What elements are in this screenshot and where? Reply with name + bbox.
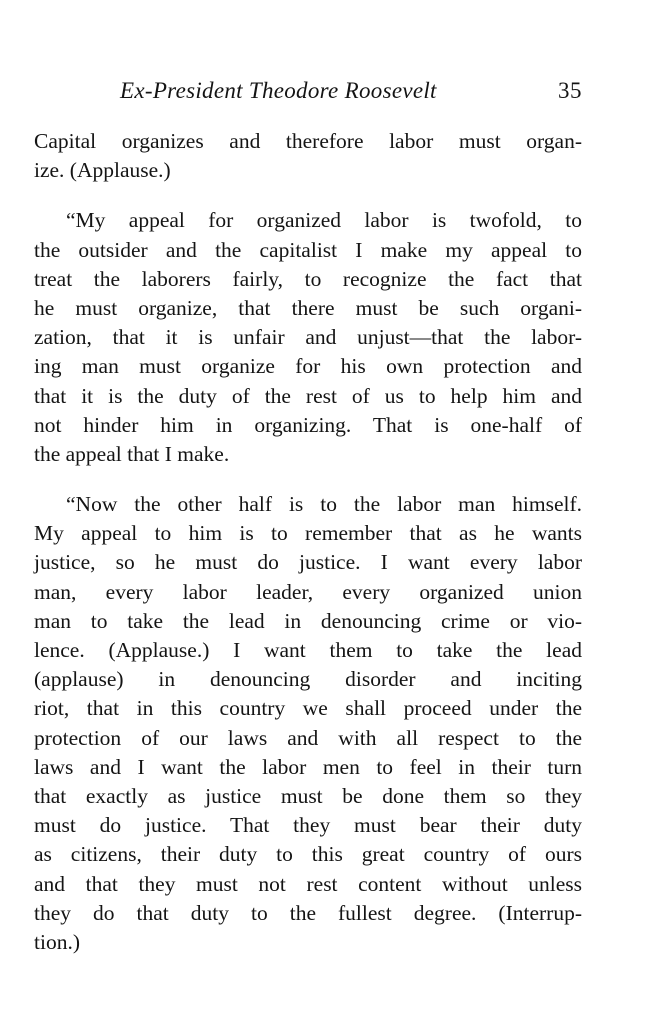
running-title: Ex-President Theodore Roosevelt	[120, 78, 437, 103]
paragraph-2	[34, 206, 582, 469]
text-line: “Now the other half is to the labor man himself.	[66, 492, 582, 517]
text-line: justice, so he must do justice. I want every labor	[34, 550, 582, 575]
text-line: zation, that it is unfair and unjust—that the labor-	[34, 325, 582, 350]
text-line: protection of our laws and with all respect to the	[34, 725, 582, 750]
text-line: tion.)	[34, 929, 80, 954]
text-line: man, every labor leader, every organized union	[34, 579, 582, 604]
text-line: the appeal that I make.	[34, 441, 230, 466]
text-line: My appeal to him is to remember that as he wants	[34, 521, 582, 546]
text-line: ize. (Applause.)	[34, 158, 171, 183]
text-line: as citizens, their duty to this great country of ours	[34, 842, 582, 867]
text-line: “My appeal for organized labor is twofold, to	[66, 208, 582, 233]
text-line: not hinder him in organizing. That is one-half of	[34, 412, 582, 437]
page-number: 35	[558, 78, 582, 103]
text-line: Capital organizes and therefore labor must organ-	[34, 129, 582, 153]
paragraph-3	[34, 490, 582, 957]
text-line: (applause) in denouncing disorder and inciting	[34, 667, 582, 692]
text-line: ing man must organize for his own protection and	[34, 354, 582, 379]
text-line: must do justice. That they must bear their duty	[34, 813, 582, 838]
paragraph-1	[34, 127, 582, 185]
text-line: laws and I want the labor men to feel in their turn	[34, 754, 582, 779]
text-line: they do that duty to the fullest degree. (Interrup-	[34, 900, 582, 925]
paragraph-gap	[34, 469, 582, 490]
text-line: that it is the duty of the rest of us to help him and	[34, 383, 582, 408]
text-line: and that they must not rest content without unless	[34, 871, 582, 896]
text-line: he must organize, that there must be such organi-	[34, 295, 582, 320]
text-line: riot, that in this country we shall proceed under the	[34, 696, 582, 721]
text-line: the outsider and the capitalist I make my appeal to	[34, 237, 582, 262]
text-line: lence. (Applause.) I want them to take the lead	[34, 638, 582, 662]
body-text	[34, 127, 582, 957]
text-line: man to take the lead in denouncing crime or vio-	[34, 608, 582, 633]
text-line: that exactly as justice must be done them so they	[34, 783, 582, 808]
paragraph-gap	[34, 185, 582, 206]
text-line: treat the laborers fairly, to recognize the fact that	[34, 266, 582, 291]
running-head	[34, 78, 582, 112]
